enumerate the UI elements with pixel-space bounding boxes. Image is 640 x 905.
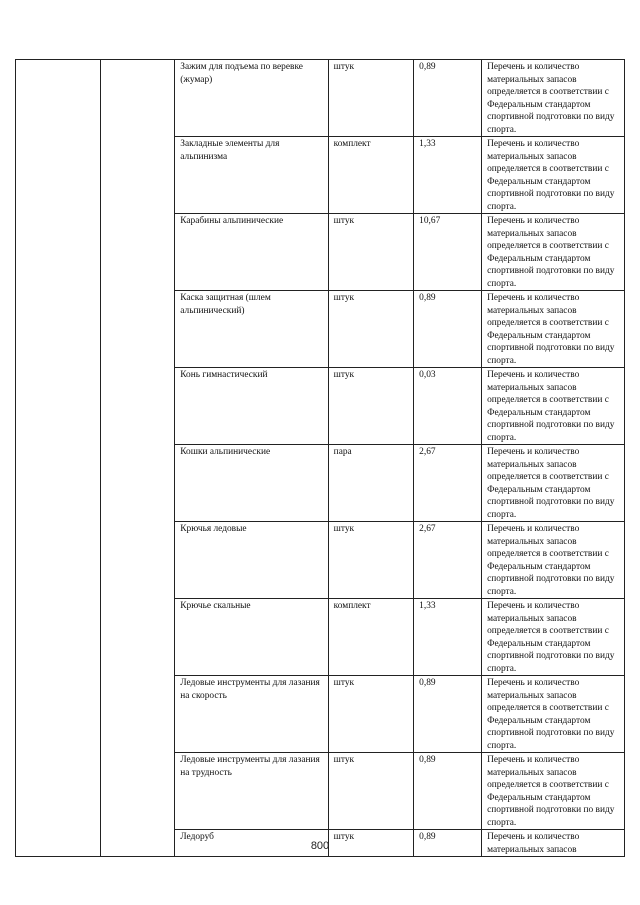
empty-cell-col1	[16, 214, 101, 291]
unit-cell: комплект	[328, 599, 413, 676]
quantity-cell: 0,89	[414, 291, 482, 368]
table-row	[16, 368, 625, 445]
empty-cell-col1	[16, 445, 101, 522]
empty-cell-col2	[101, 60, 175, 137]
item-name-cell: Закладные элементы для альпинизма	[175, 137, 328, 214]
item-name-cell: Кошки альпинические	[175, 445, 328, 522]
empty-cell-col1	[16, 753, 101, 830]
unit-cell: пара	[328, 445, 413, 522]
note-cell: Перечень и количество материальных запасов определяется в соответствии с Федеральным стандартом спортивной подготовки по виду спорта.	[482, 137, 625, 214]
table-row	[16, 291, 625, 368]
unit-cell: штук	[328, 676, 413, 753]
item-name-cell: Зажим для подъема по веревке (жумар)	[175, 60, 328, 137]
note-cell: Перечень и количество материальных запасов определяется в соответствии с Федеральным стандартом спортивной подготовки по виду спорта.	[482, 214, 625, 291]
quantity-cell: 2,67	[414, 445, 482, 522]
quantity-cell: 1,33	[414, 599, 482, 676]
empty-cell-col2	[101, 368, 175, 445]
quantity-cell: 0,89	[414, 830, 482, 857]
table-row	[16, 676, 625, 753]
quantity-cell: 0,89	[414, 753, 482, 830]
empty-cell-col1	[16, 599, 101, 676]
quantity-cell: 1,33	[414, 137, 482, 214]
empty-cell-col1	[16, 137, 101, 214]
table-row	[16, 60, 625, 137]
item-name-cell: Ледовые инструменты для лазания на скорость	[175, 676, 328, 753]
quantity-cell: 0,89	[414, 676, 482, 753]
unit-cell: штук	[328, 291, 413, 368]
empty-cell-col1	[16, 368, 101, 445]
quantity-cell: 0,89	[414, 60, 482, 137]
table-row	[16, 137, 625, 214]
empty-cell-col2	[101, 137, 175, 214]
empty-cell-col2	[101, 291, 175, 368]
note-cell: Перечень и количество материальных запасов определяется в соответствии с Федеральным стандартом спортивной подготовки по виду спорта.	[482, 60, 625, 137]
note-cell: Перечень и количество материальных запасов определяется в соответствии с Федеральным стандартом спортивной подготовки по виду спорта.	[482, 753, 625, 830]
table-row	[16, 599, 625, 676]
note-cell: Перечень и количество материальных запасов	[482, 830, 625, 857]
unit-cell: комплект	[328, 137, 413, 214]
note-cell: Перечень и количество материальных запасов определяется в соответствии с Федеральным стандартом спортивной подготовки по виду спорта.	[482, 599, 625, 676]
unit-cell: штук	[328, 368, 413, 445]
empty-cell-col1	[16, 60, 101, 137]
empty-cell-col2	[101, 214, 175, 291]
item-name-cell: Конь гимнастический	[175, 368, 328, 445]
empty-cell-col1	[16, 676, 101, 753]
item-name-cell: Ледоруб	[175, 830, 328, 857]
empty-cell-col2	[101, 753, 175, 830]
page-number: 800	[310, 840, 330, 852]
quantity-cell: 10,67	[414, 214, 482, 291]
note-cell: Перечень и количество материальных запасов определяется в соответствии с Федеральным стандартом спортивной подготовки по виду спорта.	[482, 368, 625, 445]
empty-cell-col2	[101, 599, 175, 676]
unit-cell: штук	[328, 830, 413, 857]
item-name-cell: Каска защитная (шлем альпинический)	[175, 291, 328, 368]
table-row	[16, 445, 625, 522]
item-name-cell: Крючья ледовые	[175, 522, 328, 599]
unit-cell: штук	[328, 60, 413, 137]
item-name-cell: Ледовые инструменты для лазания на трудность	[175, 753, 328, 830]
table-row	[16, 753, 625, 830]
empty-cell-col1	[16, 291, 101, 368]
empty-cell-col2	[101, 445, 175, 522]
equipment-table-body	[16, 60, 625, 857]
empty-cell-col1	[16, 522, 101, 599]
unit-cell: штук	[328, 214, 413, 291]
unit-cell: штук	[328, 522, 413, 599]
item-name-cell: Карабины альпинические	[175, 214, 328, 291]
note-cell: Перечень и количество материальных запасов определяется в соответствии с Федеральным стандартом спортивной подготовки по виду спорта.	[482, 676, 625, 753]
note-cell: Перечень и количество материальных запасов определяется в соответствии с Федеральным стандартом спортивной подготовки по виду спорта.	[482, 522, 625, 599]
table-row	[16, 522, 625, 599]
empty-cell-col2	[101, 676, 175, 753]
item-name-cell: Крючье скальные	[175, 599, 328, 676]
unit-cell: штук	[328, 753, 413, 830]
table-row	[16, 214, 625, 291]
note-cell: Перечень и количество материальных запасов определяется в соответствии с Федеральным стандартом спортивной подготовки по виду спорта.	[482, 445, 625, 522]
quantity-cell: 2,67	[414, 522, 482, 599]
empty-cell-col2	[101, 522, 175, 599]
equipment-table	[15, 59, 625, 857]
quantity-cell: 0,03	[414, 368, 482, 445]
note-cell: Перечень и количество материальных запасов определяется в соответствии с Федеральным стандартом спортивной подготовки по виду спорта.	[482, 291, 625, 368]
